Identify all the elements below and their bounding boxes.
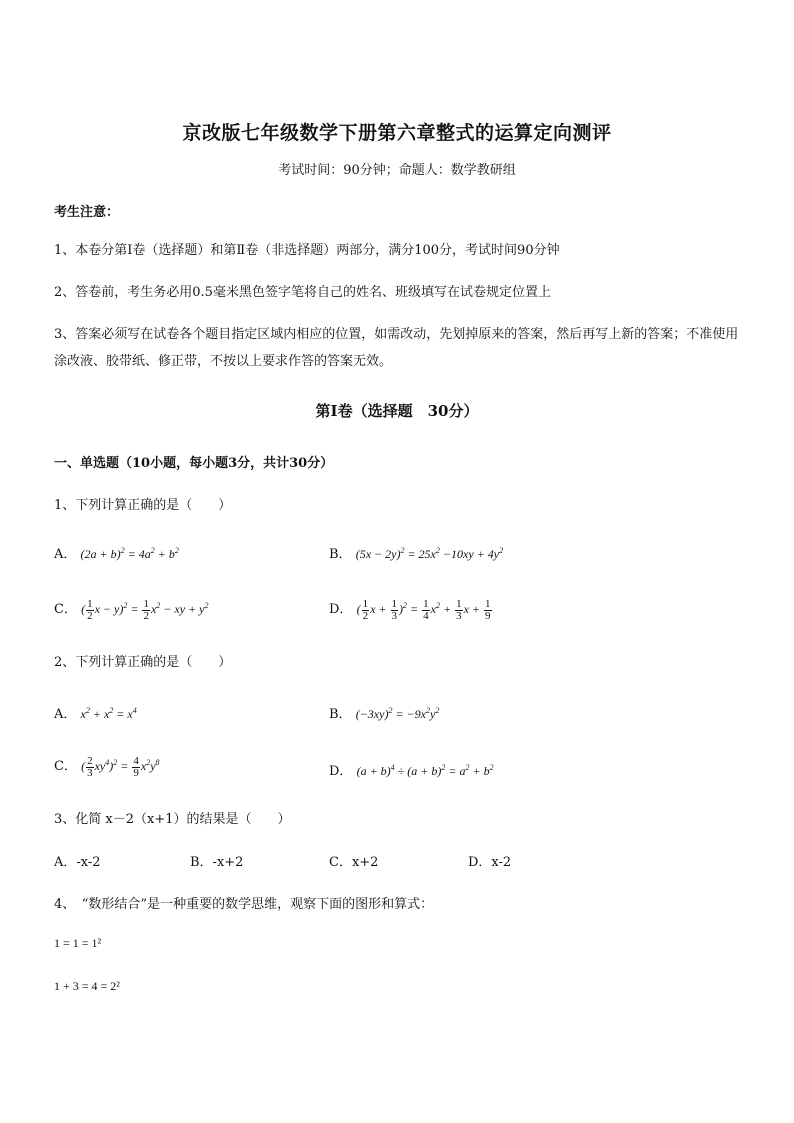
question-2-option-d[interactable] <box>329 760 494 779</box>
option-label: A． <box>54 707 77 722</box>
formula: $x^2 + x^2 = x^4$ <box>80 706 137 721</box>
option-label: D． <box>329 764 353 779</box>
question-3-option-d[interactable]: D．x-2 <box>468 855 512 870</box>
question-3-stem: 3、化简 x－2（x+1）的结果是（ ） <box>54 812 291 827</box>
formula: ( $\frac{1}{2}$ x − y)$^2$ = $\frac{1}{2}$ $x^2$ − xy + $y^2$ <box>81 597 209 622</box>
question-4-stem: 4、 “数形结合”是一种重要的数学思维，观察下面的图形和算式： <box>54 897 434 912</box>
question-1-option-a[interactable] <box>54 543 179 562</box>
question-1-option-c[interactable] <box>54 598 208 622</box>
question-3-option-b[interactable]: B．-x+2 <box>190 855 244 870</box>
question-1-option-b[interactable] <box>329 543 503 562</box>
question-2-option-a[interactable] <box>54 703 137 722</box>
formula: ( $\frac{2}{3}$ $xy^4)^2$ = $\frac{4}{9}$ $x^2y^8$ <box>81 754 160 779</box>
option-label: B． <box>329 547 352 562</box>
section-title: 第Ⅰ卷（选择题 30分） <box>315 402 479 420</box>
question-2-option-b[interactable] <box>329 703 439 722</box>
option-label: D． <box>329 602 353 617</box>
formula: $(a + b)^4 \div (a + b)^2 = a^2 + b^2$ <box>356 763 494 778</box>
part-heading: 一、单选题（10小题，每小题3分，共计30分） <box>54 456 334 471</box>
option-label: C． <box>54 759 77 774</box>
question-3-option-c[interactable]: C．x+2 <box>329 855 379 870</box>
question-1-option-d[interactable] <box>329 598 493 622</box>
question-4-equation-2: 1 + 3 = 4 = 2² <box>54 979 120 993</box>
question-2-stem: 2、下列计算正确的是（ ） <box>54 655 232 670</box>
formula: $(5x - 2y)^2 = 25x^2 -10xy + 4y^2$ <box>355 546 504 561</box>
document-subtitle: 考试时间：90分钟；命题人：数学教研组 <box>278 163 516 178</box>
formula: ( $\frac{1}{2}$ x + $\frac{1}{3}$ )$^2$ = $\frac{1}{4}$ $x^2$ + $\frac{1}{3}$ x + $\frac{1}{9}$ <box>356 597 491 622</box>
notice-heading: 考生注意： <box>54 205 120 220</box>
notice-item-1: 1、本卷分第Ⅰ卷（选择题）和第Ⅱ卷（非选择题）两部分，满分100分，考试时间90分钟 <box>54 243 560 258</box>
question-4-equation-1: 1 = 1 = 1² <box>54 936 102 950</box>
option-label: C． <box>54 602 77 617</box>
question-2-option-c[interactable] <box>54 755 160 779</box>
question-3-option-a[interactable]: A．-x-2 <box>54 855 101 870</box>
option-label: B． <box>329 707 352 722</box>
document-title: 京改版七年级数学下册第六章整式的运算定向测评 <box>182 122 612 144</box>
question-1-stem: 1、下列计算正确的是（ ） <box>54 498 232 513</box>
notice-item-3: 3、答案必须写在试卷各个题目指定区域内相应的位置，如需改动，先划掉原来的答案，然后再写上新的答案；不准使用涂改液、胶带纸、修正带，不按以上要求作答的答案无效。 <box>54 327 739 369</box>
notice-item-2: 2、答卷前，考生务必用0.5毫米黑色签字笔将自己的姓名、班级填写在试卷规定位置上 <box>54 285 551 300</box>
formula: $(2a + b)^2 = 4a^2 + b^2$ <box>80 546 179 561</box>
formula: $(-3xy)^2 = -9x^2y^2$ <box>355 706 440 721</box>
option-label: A． <box>54 547 77 562</box>
